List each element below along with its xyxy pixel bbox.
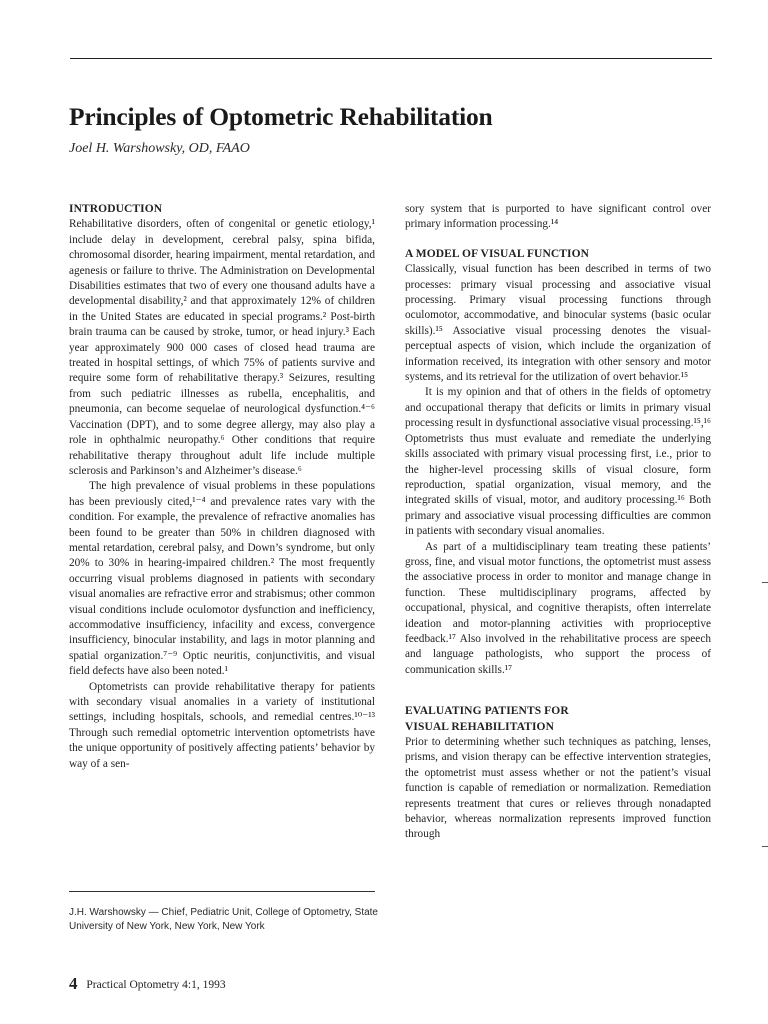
author-byline: Joel H. Warshowsky, OD, FAAO <box>69 141 250 156</box>
paragraph-intro-1: Rehabilitative disorders, often of congenital or genetic etiology,¹ include delay in development, cerebral palsy, spina bifida, chromosomal disorder, hearing impairment, mental retardation, and agenesis or failure to thrive. The Administration on Developmental Disabilities estimates that two of every one thousand adults have a developmental disability,² and that approximately 12% of children in the United States are educated in special programs.² Post-birth brain trauma can be caused by stroke, tumor, or head injury.³ Each year approximately 900 000 cases of closed head trauma are treated in hospital settings, of which 75% of patients survive and require some form of rehabilitative therapy.³ Seizures, resulting from such pediatric illnesses as rubella, encephalitis, and pneumonia, can become sequelae of neurological dysfunction.⁴⁻⁶ Vaccination (DPT), and to some degree allergy, may also play a role in ophthalmic neuropathy.⁶ Other conditions that require rehabilitative therapy throughout adult life include multiple sclerosis and Parkinson’s and Alzheimer’s disease.⁶ <box>69 218 375 477</box>
left-column <box>69 202 375 772</box>
paragraph-intro-2: The high prevalence of visual problems in these populations has been previously cited,¹⁻⁴ and prevalence rates vary with the condition. For example, the prevalence of refractive anomalies has been found to be greater than 50% in children diagnosed with mental retardation, cerebral palsy, and Down’s syndrome, but only 20% to 30% in hearing-impaired children.² The most frequently occurring visual problems diagnosed in patients with secondary visual anomalies are refractive error and strabismus; other common visual conditions include oculomotor dysfunction and inefficiency, accommodative insufficiency, infacility and excess, convergence insufficiency, binocular instability, and lags in motor planning and spatial organization.⁷⁻⁹ Optic neuritis, conjunctivitis, and visual field defects have also been noted.¹ <box>69 480 375 678</box>
article-title: Principles of Optometric Rehabilitation <box>69 102 493 131</box>
spacer <box>405 678 711 704</box>
paragraph-model-3: As part of a multidisciplinary team treating these patients’ gross, fine, and visual motor functions, the optometrist must assess the associative process in order to monitor and manage change in function. These multidisciplinary programs, affected by occupational, physical, and cognitive therapists, often interrelate ideation and motor-planning activities with proprioceptive feedback.¹⁷ Also involved in the rehabilitative process are speech and language pathologists, who support the process of communication skills.¹⁷ <box>405 540 711 676</box>
page-footer <box>69 974 226 994</box>
section-heading-evaluating-line1: EVALUATING PATIENTS FOR <box>405 705 569 718</box>
scan-edge-mark <box>762 582 768 583</box>
author-affiliation-footnote: J.H. Warshowsky — Chief, Pediatric Unit, College of Optometry, State University of New York, New York, New York <box>69 907 378 932</box>
spacer <box>405 233 711 247</box>
paragraph-model-2: It is my opinion and that of others in the fields of optometry and occupational therapy that deficits or limits in primary visual processing result in dysfunctional associative visual processing.¹⁵,¹⁶ Optometrists thus must evaluate and remediate the underlying skills associated with primary visual processing first, i.e., prior to the higher-level processing skills of visual closure, form reproduction, spatial organization, visual memory, and the integrated skills of visual, motor, and auditory processing.¹⁶ Both primary and associative visual processing difficulties are common in patients with secondary visual anomalies. <box>405 386 711 538</box>
paragraph-intro-3: Optometrists can provide rehabilitative therapy for patients with secondary visual anomalies in a variety of institutional settings, including hospitals, schools, and remedial centres.¹⁰⁻¹³ Through such remedial optometric intervention optometrists have the unique opportunity of positively affecting patients’ behavior by way of a sen- <box>69 680 375 770</box>
section-heading-model: A MODEL OF VISUAL FUNCTION <box>405 247 590 260</box>
section-heading-evaluating-line2: VISUAL REHABILITATION <box>405 720 554 733</box>
footnote-rule <box>69 891 375 892</box>
scan-edge-mark <box>762 846 768 847</box>
paragraph-model-1: Classically, visual function has been described in terms of two processes: primary visual processing and associative visual processing. Primary visual processing functions through oculomotor, accommodative, and binocular systems (basic ocular skills).¹⁵ Associative visual processing denotes the visual-perceptual aspects of vision, which include the organization of information received, its integration with other sensory and motor systems, and its retrieval for the utilization of overt behavior.¹⁵ <box>405 263 711 384</box>
paragraph-continued: sory system that is purported to have significant control over primary information processing.¹⁴ <box>405 203 711 231</box>
page-number: 4 <box>69 974 78 993</box>
top-rule <box>70 58 712 59</box>
paragraph-evaluating-1: Prior to determining whether such techniques as patching, lenses, prisms, and vision therapy can be effective intervention strategies, the optometrist must assess whether or not the patient’s visual function is capable of remediation or normalization. Remediation represents treatment that cures or relieves through nonadapted behavior, whereas normalization represents improved function through <box>405 736 711 841</box>
right-column <box>405 202 711 843</box>
journal-citation: Practical Optometry 4:1, 1993 <box>86 979 226 991</box>
section-heading-introduction: INTRODUCTION <box>69 203 163 215</box>
